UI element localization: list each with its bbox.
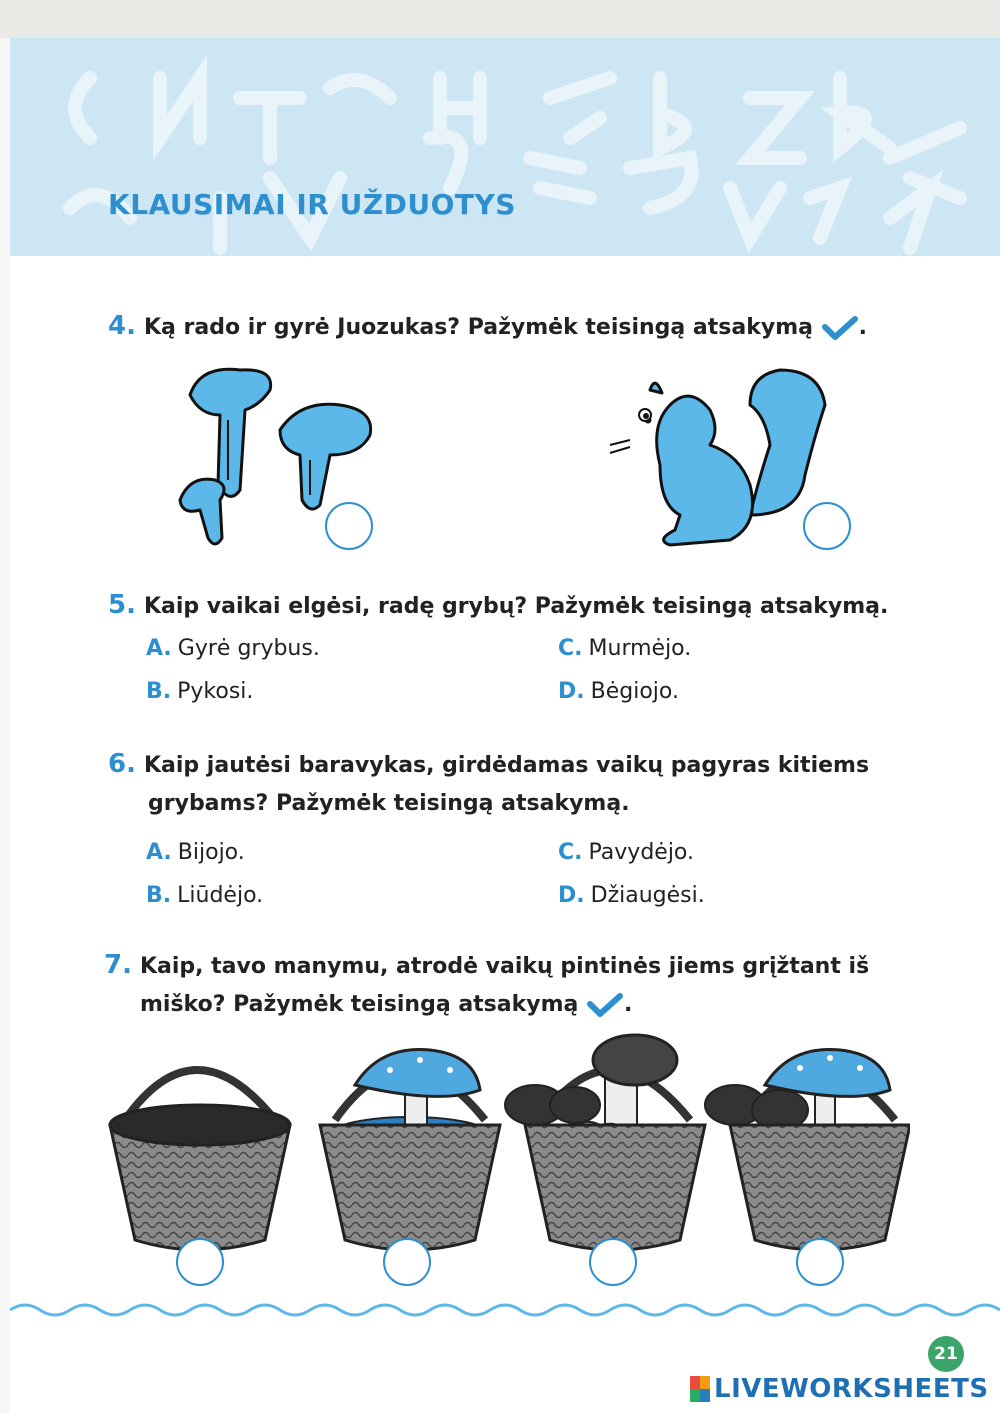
option-text: Pavydėjo. (588, 840, 694, 865)
section-title: KLAUSIMAI IR UŽDUOTYS (108, 188, 516, 221)
option-letter: A. (146, 840, 172, 865)
question-6 (108, 745, 869, 823)
answer-circle-squirrel[interactable] (803, 502, 851, 550)
checkmark-icon (821, 315, 859, 341)
decorative-letters (10, 38, 1000, 256)
question-number: 4. (108, 311, 136, 341)
question-number: 5. (108, 590, 136, 620)
question-number: 7. (104, 950, 132, 980)
page-number: 21 (928, 1336, 964, 1372)
brand-name: LIVEWORKSHEETS (714, 1374, 989, 1404)
option-text: Liūdėjo. (177, 883, 264, 908)
question-4 (108, 307, 867, 347)
basket-empty (110, 1070, 290, 1250)
header-band (10, 38, 1000, 256)
question-text: Kaip vaikai elgėsi, radę grybų? Pažymėk teisingą atsakymą. (143, 594, 889, 619)
option-5c[interactable] (558, 636, 691, 661)
wave-divider (10, 1295, 1000, 1325)
question-text-line2: miško? Pažymėk teisingą atsakymą (140, 992, 579, 1017)
question-suffix: . (858, 315, 867, 340)
option-5a[interactable] (146, 636, 320, 661)
option-letter: A. (146, 636, 172, 661)
option-letter: C. (558, 636, 583, 661)
option-text: Pykosi. (177, 679, 254, 704)
question-number: 6. (108, 749, 136, 779)
option-text: Bijojo. (177, 840, 245, 865)
option-5d[interactable] (558, 679, 679, 704)
liveworksheets-logo-icon (690, 1376, 710, 1402)
option-letter: D. (558, 679, 585, 704)
option-6b[interactable] (146, 883, 263, 908)
question-text: Ką rado ir gyrė Juozukas? Pažymėk teisingą atsakymą (143, 315, 813, 340)
option-text: Gyrė grybus. (177, 636, 320, 661)
answer-circle-basket-1[interactable] (176, 1238, 224, 1286)
question-text-line1: Kaip jautėsi baravykas, girdėdamas vaikų pagyras kitiems (143, 753, 870, 778)
option-text: Džiaugėsi. (590, 883, 705, 908)
option-6a[interactable] (146, 840, 245, 865)
answer-circle-mushrooms[interactable] (325, 502, 373, 550)
basket-fly-agaric (320, 1049, 500, 1250)
option-letter: C. (558, 840, 583, 865)
option-letter: B. (146, 679, 172, 704)
answer-circle-basket-2[interactable] (383, 1238, 431, 1286)
option-text: Bėgiojo. (590, 679, 679, 704)
basket-boletus (505, 1035, 705, 1250)
scan-edge (0, 0, 1000, 38)
option-letter: D. (558, 883, 585, 908)
squirrel-illustration (600, 365, 835, 555)
question-text-line2: grybams? Pažymėk teisingą atsakymą. (148, 791, 630, 816)
answer-circle-basket-3[interactable] (589, 1238, 637, 1286)
option-6c[interactable] (558, 840, 694, 865)
checkmark-icon (586, 992, 624, 1018)
basket-mixed (705, 1049, 910, 1250)
question-7 (104, 946, 869, 1024)
question-5 (108, 586, 888, 626)
answer-circle-basket-4[interactable] (796, 1238, 844, 1286)
option-5b[interactable] (146, 679, 253, 704)
option-text: Murmėjo. (588, 636, 692, 661)
question-suffix: . (624, 992, 633, 1017)
option-letter: B. (146, 883, 172, 908)
option-6d[interactable] (558, 883, 705, 908)
question-text-line1: Kaip, tavo manymu, atrodė vaikų pintinės jiems grįžtant iš (139, 954, 870, 979)
liveworksheets-logo (690, 1372, 989, 1406)
